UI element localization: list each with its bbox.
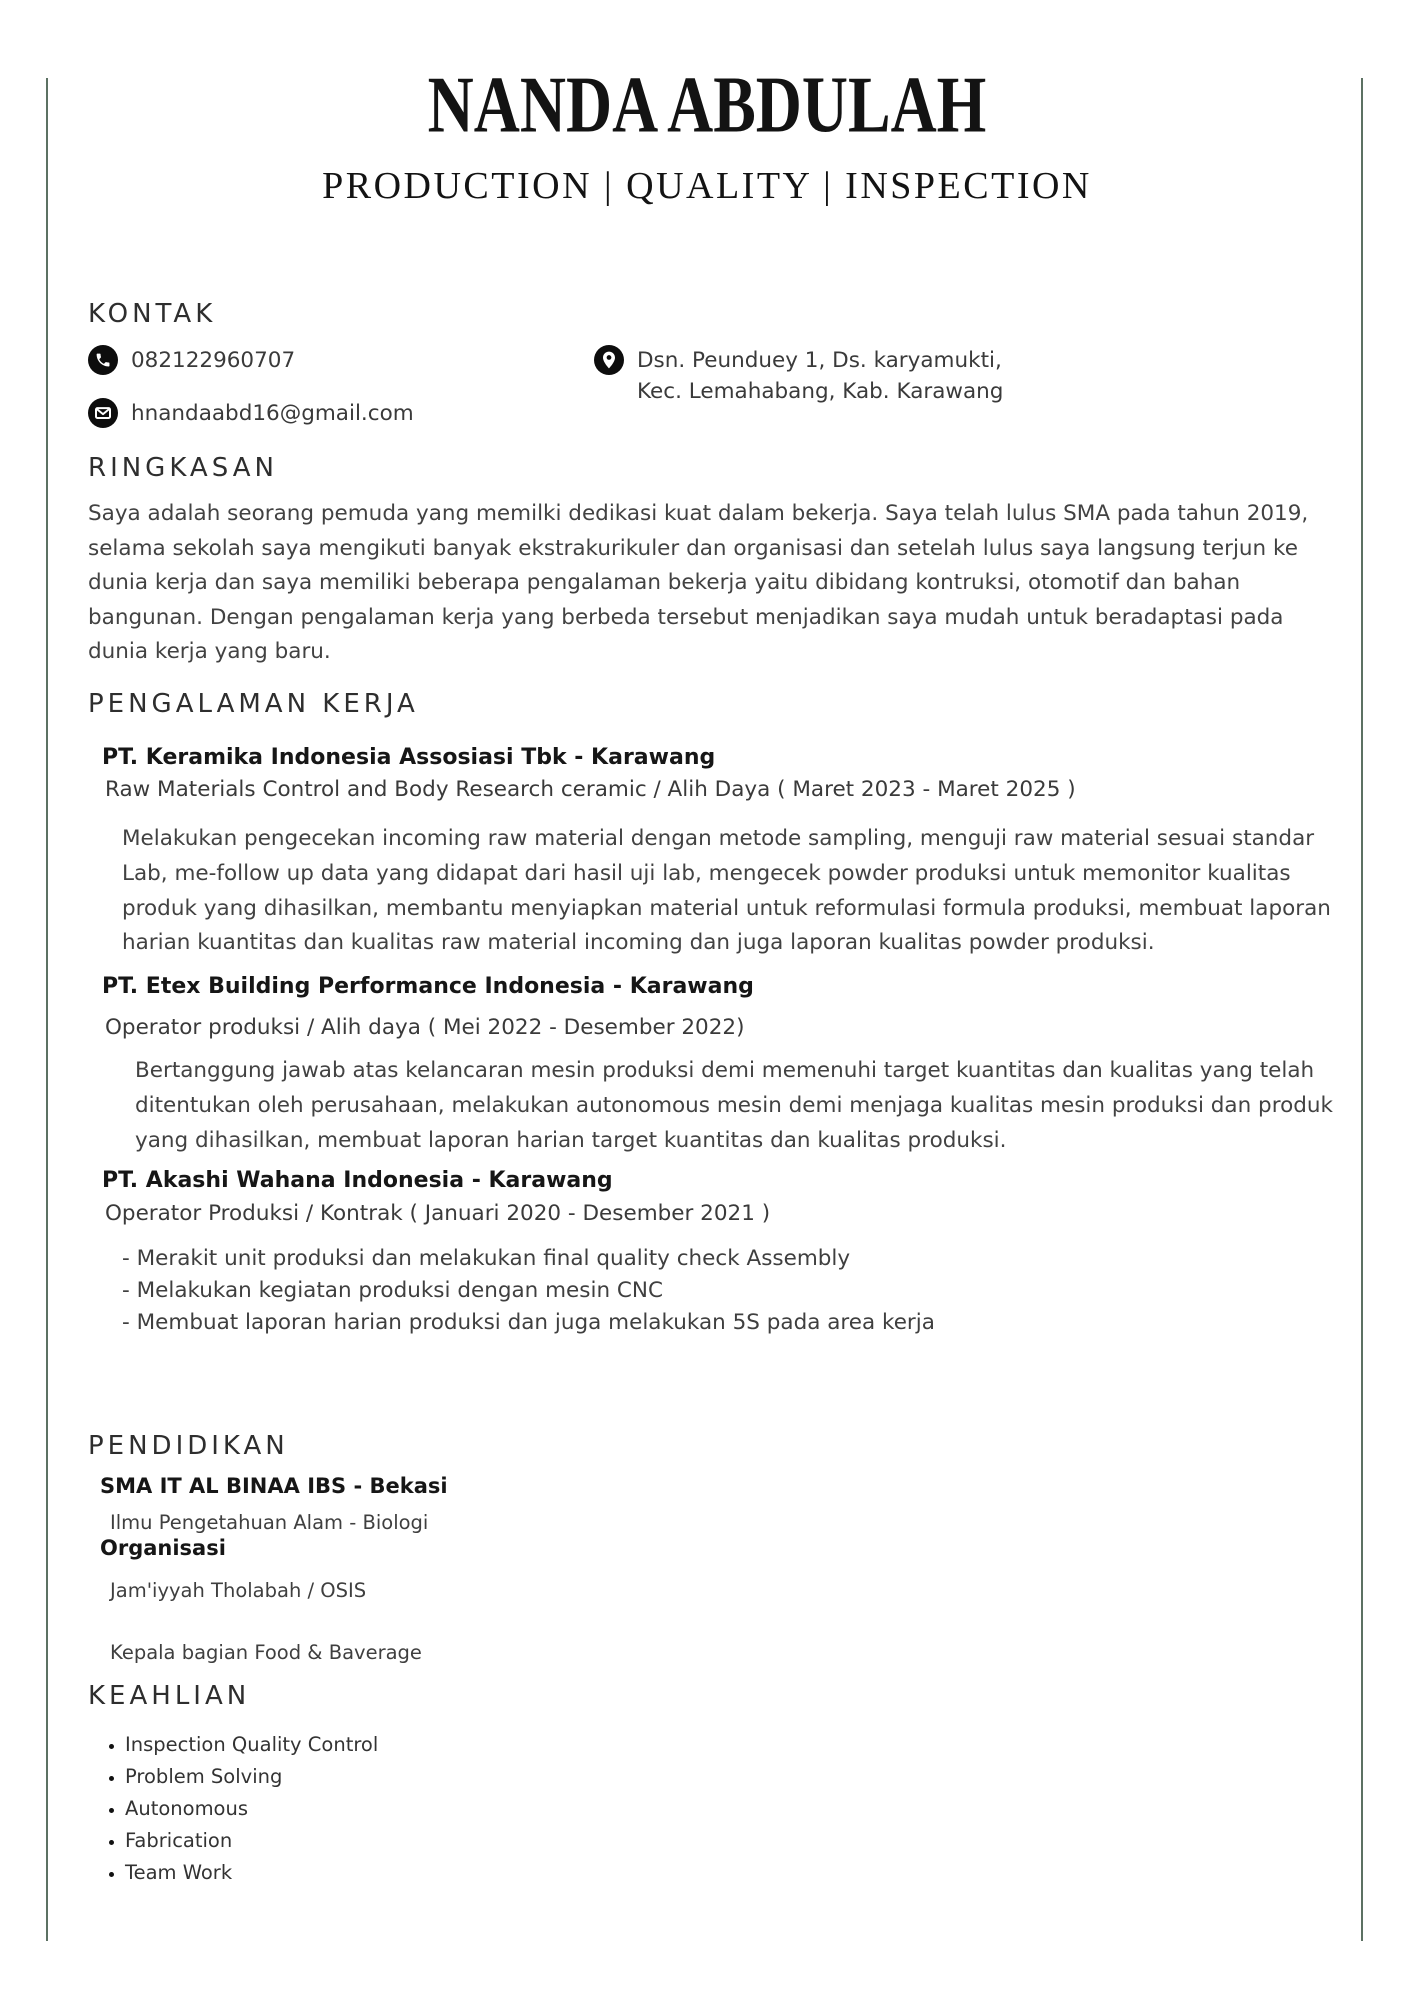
skill-item: • Autonomous [125,1799,1360,1819]
page-tagline: PRODUCTION | QUALITY | INSPECTION [322,165,1092,207]
phone-icon [88,345,118,375]
education-school: SMA IT AL BINAA IBS - Bekasi [100,1474,448,1498]
summary-text: Saya adalah seorang pemuda yang memilki dedikasi kuat dalam bekerja. Saya telah lulus SMA pada tahun 2019, selama sekolah saya mengikuti banyak ekstrakurikuler dan organisasi dan setelah lulus saya langsung terjun ke dunia kerja dan saya memiliki beberapa pengalaman bekerja yaitu dibidang kontruksi, otomotif dan bahan bangunan. Dengan pengalaman kerja yang berbeda tersebut menjadikan saya mudah untuk beradaptasi pada dunia kerja yang baru. [88,501,1309,665]
section-experience [88,688,1360,1339]
phone-number: 082122960707 [131,347,296,373]
job-description: Melakukan pengecekan incoming raw material dengan metode sampling, menguji raw material sesuai standar Lab, me-follow up data yang didapat dari hasil uji lab, mengecek powder produksi untuk memonitor kualitas produk yang dihasilkan, membantu menyiapkan material untuk reformulasi formula produksi, membuat laporan harian kuantitas dan kualitas raw material incoming dan juga laporan kualitas powder produksi. [122,826,1331,956]
job-bullet: - Merakit unit produksi dan melakukan final quality check Assembly [122,1245,851,1271]
contact-heading: KONTAK [88,299,217,329]
address-block [594,345,1003,407]
job-company: PT. Etex Building Performance Indonesia - Karawang [102,974,754,1000]
job-role: Operator Produksi / Kontrak ( Januari 2020 - Desember 2021 ) [105,1200,771,1226]
education-major: Ilmu Pengetahuan Alam - Biologi [110,1511,429,1534]
contact-body [88,345,1360,428]
section-skills [88,1680,1360,1895]
section-contact [88,298,1360,428]
job-entry [102,744,1360,961]
section-summary [88,452,1360,670]
skills-heading: KEAHLIAN [88,1681,251,1711]
skill-item: • Team Work [125,1863,1360,1883]
job-bullet-list [122,1243,1360,1339]
job-role: Operator produksi / Alih daya ( Mei 2022 - Desember 2022) [105,1015,745,1041]
organization-item: Kepala bagian Food & Baverage [110,1641,422,1664]
job-role: Raw Materials Control and Body Research ceramic / Alih Daya ( Maret 2023 - Maret 2025 ) [105,777,1076,802]
skills-list [88,1735,1360,1883]
address-line-2: Kec. Lemahabang, Kab. Karawang [637,379,1004,404]
job-company: PT. Akashi Wahana Indonesia - Karawang [102,1167,613,1193]
job-entry [102,973,1360,1158]
job-bullet: - Membuat laporan harian produksi dan juga melakukan 5S pada area kerja [122,1309,935,1335]
right-border-line [1361,78,1363,1941]
job-company: PT. Keramika Indonesia Assosiasi Tbk - Karawang [102,745,716,770]
summary-heading: RINGKASAN [88,453,278,483]
experience-heading: PENGALAMAN KERJA [88,689,419,719]
left-border-line [46,78,48,1941]
job-description: Bertanggung jawab atas kelancaran mesin produksi demi memenuhi target kuantitas dan kualitas yang telah ditentukan oleh perusahaan, melakukan autonomous mesin demi menjaga kualitas mesin produksi dan produk yang dihasilkan, membuat laporan harian target kuantitas dan kualitas produksi. [135,1058,1333,1153]
section-education [88,1430,1360,1665]
envelope-icon [88,398,118,428]
skill-item: • Fabrication [125,1831,1360,1851]
job-entry [102,1167,1360,1339]
location-pin-icon [594,345,624,375]
address-lines [637,345,1003,407]
organization-heading: Organisasi [100,1536,226,1560]
page-title: NANDA ABDULAH [427,60,987,150]
email-address: hnandaabd16@gmail.com [131,400,414,426]
skill-item: • Problem Solving [125,1767,1360,1787]
header [0,60,1414,207]
education-heading: PENDIDIKAN [88,1431,289,1461]
skill-item: • Inspection Quality Control [125,1735,1360,1755]
job-bullet: - Melakukan kegiatan produksi dengan mesin CNC [122,1277,664,1303]
address-line-1: Dsn. Peunduey 1, Ds. karyamukti, [637,348,1002,373]
organization-item: Jam'iyyah Tholabah / OSIS [110,1579,367,1602]
